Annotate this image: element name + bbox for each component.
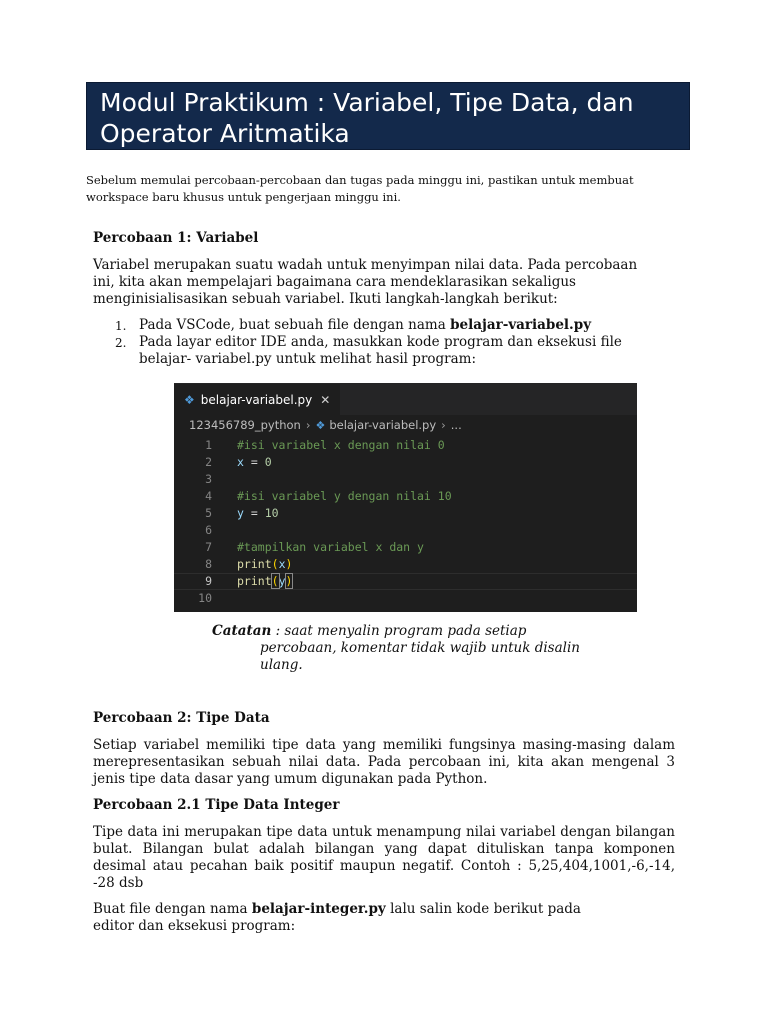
code-line[interactable] <box>174 539 637 556</box>
code-line[interactable] <box>174 454 637 471</box>
line-number: 5 <box>205 506 212 520</box>
note <box>212 623 612 674</box>
code-comment: #tampilkan variabel x dan y <box>237 540 424 554</box>
code-line[interactable] <box>174 522 637 539</box>
step-list <box>93 317 653 368</box>
intro-text: Sebelum memulai percobaan-percobaan dan tugas pada minggu ini, pastikan untuk membuat workspace baru khusus untuk pengerjaan minggu ini. <box>86 173 634 204</box>
code-function: print <box>237 574 272 588</box>
code-editor-screenshot <box>174 383 637 612</box>
breadcrumb-file[interactable]: belajar-variabel.py <box>329 418 437 432</box>
step-text: Pada VSCode, buat sebuah file dengan nama <box>139 317 451 333</box>
code-number: 10 <box>264 506 279 520</box>
line-number: 10 <box>198 591 212 605</box>
breadcrumb-folder[interactable]: 123456789_python <box>189 418 301 432</box>
code-line[interactable] <box>174 590 637 607</box>
python-file-icon: ❖ <box>315 418 326 432</box>
chevron-right-icon: › <box>305 418 311 432</box>
step-item <box>93 317 653 334</box>
close-icon[interactable]: ✕ <box>320 392 331 407</box>
module-title: Modul Praktikum : Variabel, Tipe Data, dan Operator Aritmatika <box>86 82 690 150</box>
step-item <box>93 334 653 368</box>
code-line[interactable] <box>174 471 637 488</box>
section21-instruction <box>93 901 623 935</box>
instruction-filename: belajar-integer.py <box>251 901 386 917</box>
step-filename: belajar-variabel.py <box>450 317 592 333</box>
code-variable: y <box>278 574 286 588</box>
code-comment: #isi variabel x dengan nilai 0 <box>237 438 445 452</box>
note-text-rest: percobaan, komentar tidak wajib untuk disalin ulang. <box>260 640 580 673</box>
code-line-current[interactable]: 9 print(y) <box>174 573 637 590</box>
section1-title: Percobaan 1: Variabel <box>93 230 259 246</box>
editor-tab-label: belajar-variabel.py <box>200 392 313 407</box>
line-number: 3 <box>205 472 212 486</box>
instruction-text-after: lalu salin kode berikut pada editor dan eksekusi program: <box>93 901 581 934</box>
code-line[interactable] <box>174 488 637 505</box>
code-comment: #isi variabel y dengan nilai 10 <box>237 489 452 503</box>
note-label: Catatan <box>212 623 272 639</box>
line-number: 1 <box>205 438 212 452</box>
code-variable: x <box>278 557 286 571</box>
code-line[interactable] <box>174 437 637 454</box>
code-line[interactable]: 8 print(x) <box>174 556 637 573</box>
breadcrumb <box>174 415 637 435</box>
editor-tabbar <box>174 383 637 415</box>
line-number: 8 <box>205 557 212 571</box>
step-text: Pada layar editor IDE anda, masukkan kode program dan eksekusi file belajar- variabel.py untuk melihat hasil program: <box>139 334 622 367</box>
section2-paragraph: Setiap variabel memiliki tipe data yang memiliki fungsinya masing-masing dalam merepresentasikan sebuah nilai data. Pada percobaan ini, kita akan mengenal 3 jenis tipe data dasar yang umum digunakan pada Python. <box>93 737 675 787</box>
breadcrumb-more[interactable]: ... <box>450 418 462 432</box>
line-number: 6 <box>205 523 212 537</box>
code-operator: = <box>243 506 265 520</box>
section21-title: Percobaan 2.1 Tipe Data Integer <box>93 797 340 813</box>
note-text-line1: : saat menyalin program pada setiap <box>271 623 527 639</box>
line-number: 4 <box>205 489 212 503</box>
line-number: 2 <box>205 455 212 469</box>
code-variable: x <box>237 455 244 469</box>
python-file-icon: ❖ <box>184 392 195 407</box>
section2-title: Percobaan 2: Tipe Data <box>93 710 270 726</box>
line-number: 9 <box>205 574 212 588</box>
step-number: 1. <box>115 319 127 333</box>
section1-paragraph: Variabel merupakan suatu wadah untuk menyimpan nilai data. Pada percobaan ini, kita akan mempelajari bagaimana cara mendeklarasikan sekaligus menginisialisasikan sebuah variabel. Ikuti langkah-langkah berikut: <box>93 257 638 307</box>
code-operator: = <box>243 455 265 469</box>
section21-paragraph: Tipe data ini merupakan tipe data untuk menampung nilai variabel dengan bilangan bulat. Bilangan bulat adalah bilangan yang dapat dituliskan tanpa komponen desimal atau pecahan baik positif maupun negatif. Contoh : 5,25,404,1001,-6,-14, -28 dsb <box>93 824 675 891</box>
code-variable: y <box>237 506 244 520</box>
code-line[interactable] <box>174 505 637 522</box>
chevron-right-icon: › <box>441 418 446 432</box>
code-function: print <box>237 557 272 571</box>
line-number: 7 <box>205 540 212 554</box>
step-number: 2. <box>115 336 127 350</box>
editor-tab[interactable] <box>174 384 340 415</box>
instruction-text: Buat file dengan nama <box>93 901 252 917</box>
code-number: 0 <box>264 455 272 469</box>
